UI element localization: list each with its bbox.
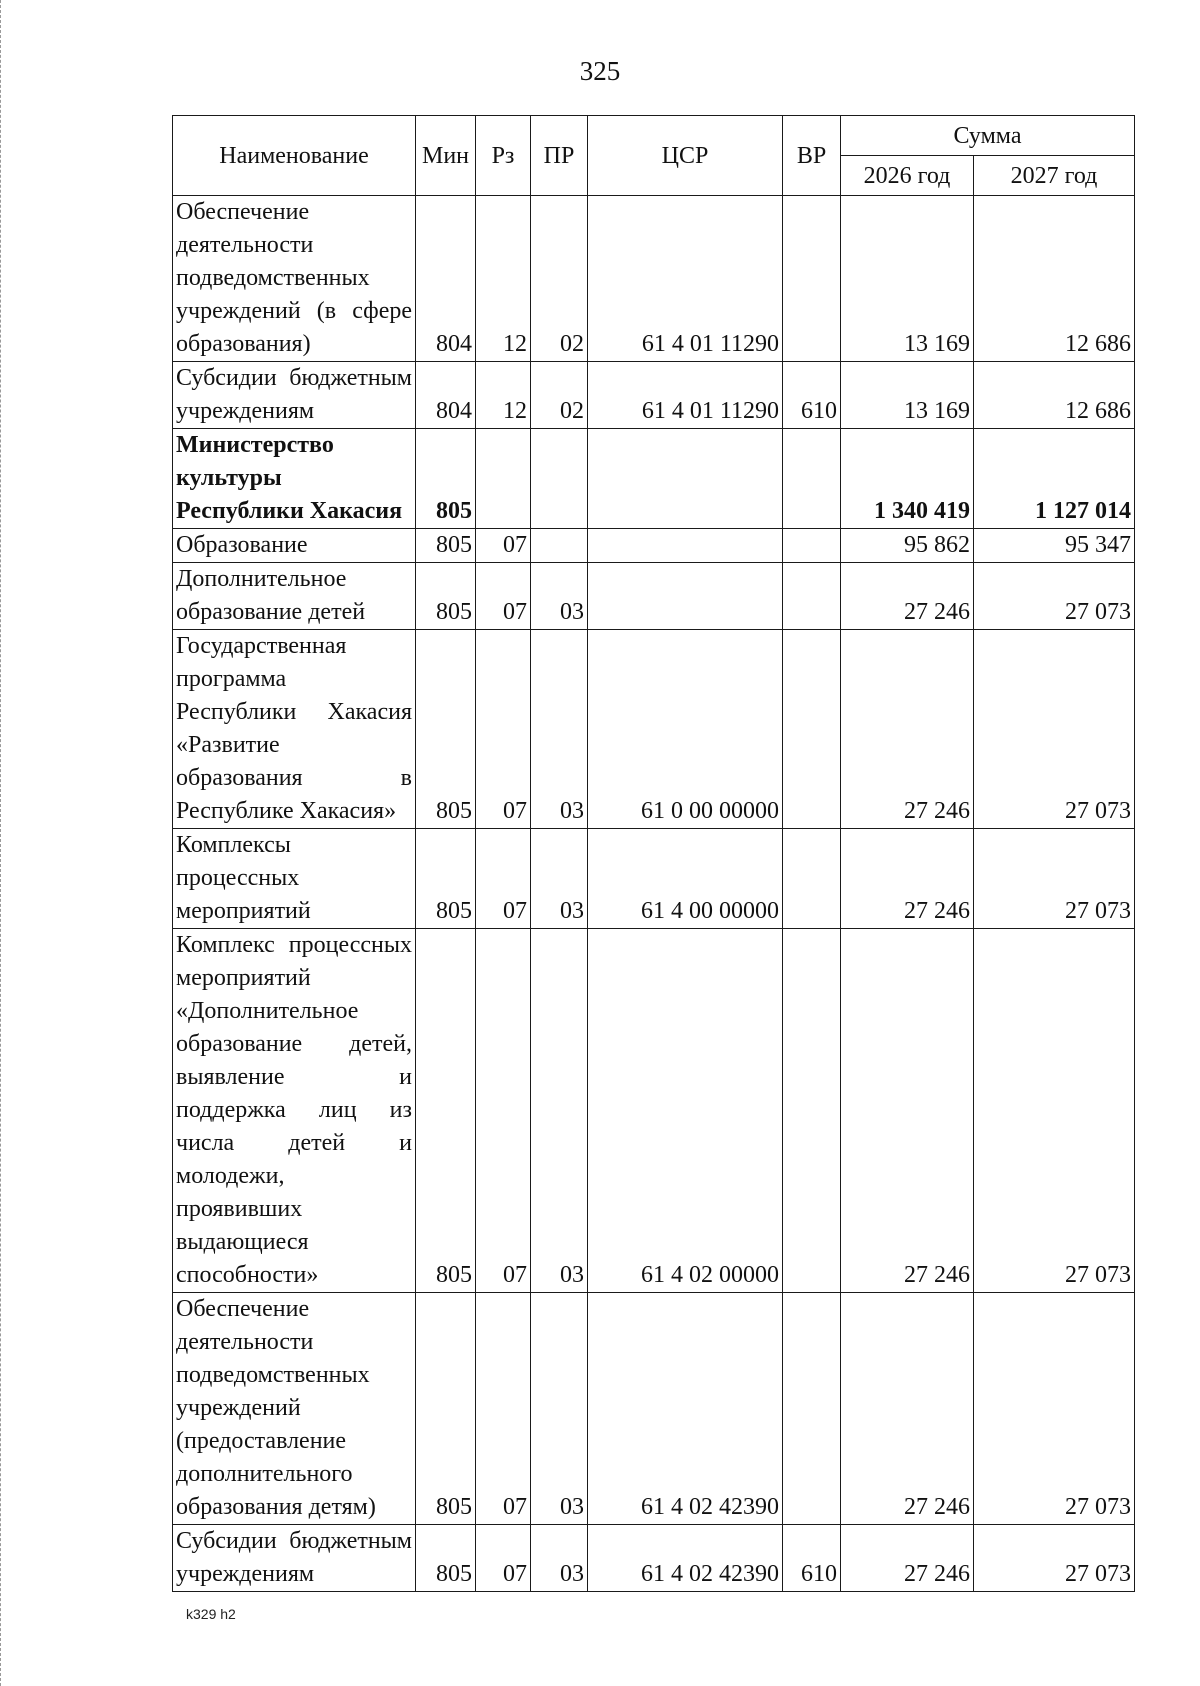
header-csr: ЦСР xyxy=(588,116,783,196)
row-csr-cell xyxy=(588,529,783,563)
table-row xyxy=(173,1525,1135,1592)
row-pr-cell: 02 xyxy=(531,196,588,362)
page-edge-line xyxy=(0,0,4,1686)
row-name-cell: Дополнительное образование детей xyxy=(173,563,416,630)
row-vr-cell: 610 xyxy=(783,1525,841,1592)
row-pr-cell: 03 xyxy=(531,1293,588,1525)
row-vr-cell xyxy=(783,929,841,1293)
row-2026-amount-cell: 95 862 xyxy=(841,529,974,563)
row-name-cell: Государственная программа Республики Хакасия «Развитие образования в Республике Хакасия» xyxy=(173,630,416,829)
row-name-cell: Обеспечение деятельности подведомственных учреждений (в сфере образования) xyxy=(173,196,416,362)
table-row xyxy=(173,529,1135,563)
page-number: 325 xyxy=(579,56,621,86)
table-row xyxy=(173,929,1135,1293)
row-rz-cell: 07 xyxy=(476,1525,531,1592)
header-min: Мин xyxy=(416,116,476,196)
row-name-cell: Комплекс процессных мероприятий «Дополнительное образование детей, выявление и поддержка лиц из числа детей и молодежи, проявивших выдающиеся способности» xyxy=(173,929,416,1293)
row-csr-cell xyxy=(588,563,783,630)
row-2027-amount-cell: 27 073 xyxy=(974,929,1135,1293)
row-pr-cell: 03 xyxy=(531,630,588,829)
row-pr-cell: 03 xyxy=(531,929,588,1293)
row-2026-amount-cell: 13 169 xyxy=(841,196,974,362)
row-name-cell: Обеспечение деятельности подведомственных учреждений (предоставление дополнительного образования детям) xyxy=(173,1293,416,1525)
row-2027-amount-cell: 27 073 xyxy=(974,630,1135,829)
row-min-cell: 804 xyxy=(416,196,476,362)
row-vr-cell xyxy=(783,829,841,929)
row-min-cell: 805 xyxy=(416,529,476,563)
row-csr-cell: 61 4 02 42390 xyxy=(588,1293,783,1525)
table-row xyxy=(173,196,1135,362)
row-rz-cell: 07 xyxy=(476,1293,531,1525)
row-2027-amount-cell: 1 127 014 xyxy=(974,429,1135,529)
row-vr-cell xyxy=(783,563,841,630)
row-name-cell: Комплексы процессных мероприятий xyxy=(173,829,416,929)
row-2027-amount-cell: 12 686 xyxy=(974,362,1135,429)
row-2026-amount-cell: 27 246 xyxy=(841,630,974,829)
header-sum: Сумма xyxy=(841,116,1135,156)
row-2027-amount-cell: 27 073 xyxy=(974,829,1135,929)
row-2027-amount-cell: 27 073 xyxy=(974,1525,1135,1592)
header-year-2026: 2026 год xyxy=(841,156,974,196)
row-min-cell: 805 xyxy=(416,1525,476,1592)
row-vr-cell xyxy=(783,429,841,529)
row-rz-cell: 07 xyxy=(476,630,531,829)
row-2026-amount-cell: 13 169 xyxy=(841,362,974,429)
row-min-cell: 805 xyxy=(416,429,476,529)
row-name-cell: Министерство культуры Республики Хакасия xyxy=(173,429,416,529)
header-vr: ВР xyxy=(783,116,841,196)
row-min-cell: 805 xyxy=(416,563,476,630)
row-rz-cell: 12 xyxy=(476,196,531,362)
row-min-cell: 805 xyxy=(416,630,476,829)
row-vr-cell xyxy=(783,1293,841,1525)
table-row xyxy=(173,1293,1135,1525)
row-rz-cell: 07 xyxy=(476,529,531,563)
table-row xyxy=(173,630,1135,829)
row-csr-cell: 61 4 02 42390 xyxy=(588,1525,783,1592)
budget-table xyxy=(172,115,1135,1592)
row-2026-amount-cell: 27 246 xyxy=(841,829,974,929)
header-year-2027: 2027 год xyxy=(974,156,1135,196)
row-2026-amount-cell: 27 246 xyxy=(841,1525,974,1592)
header-name: Наименование xyxy=(173,116,416,196)
row-pr-cell xyxy=(531,429,588,529)
row-pr-cell: 02 xyxy=(531,362,588,429)
table-row xyxy=(173,429,1135,529)
row-rz-cell: 12 xyxy=(476,362,531,429)
row-2026-amount-cell: 27 246 xyxy=(841,563,974,630)
row-rz-cell: 07 xyxy=(476,829,531,929)
row-rz-cell: 07 xyxy=(476,563,531,630)
table-body xyxy=(173,196,1135,1592)
row-2026-amount-cell: 27 246 xyxy=(841,1293,974,1525)
header-pr: ПР xyxy=(531,116,588,196)
row-vr-cell xyxy=(783,196,841,362)
footer-code: k329 h2 xyxy=(186,1606,236,1622)
row-pr-cell xyxy=(531,529,588,563)
row-name-cell: Образование xyxy=(173,529,416,563)
row-csr-cell: 61 4 01 11290 xyxy=(588,362,783,429)
table-row xyxy=(173,563,1135,630)
row-2027-amount-cell: 12 686 xyxy=(974,196,1135,362)
row-csr-cell: 61 4 01 11290 xyxy=(588,196,783,362)
row-rz-cell: 07 xyxy=(476,929,531,1293)
row-2027-amount-cell: 95 347 xyxy=(974,529,1135,563)
row-pr-cell: 03 xyxy=(531,829,588,929)
row-name-cell: Субсидии бюджетным учреждениям xyxy=(173,1525,416,1592)
row-rz-cell xyxy=(476,429,531,529)
row-pr-cell: 03 xyxy=(531,563,588,630)
row-2027-amount-cell: 27 073 xyxy=(974,563,1135,630)
row-2027-amount-cell: 27 073 xyxy=(974,1293,1135,1525)
row-pr-cell: 03 xyxy=(531,1525,588,1592)
table-row xyxy=(173,362,1135,429)
header-rz: Рз xyxy=(476,116,531,196)
row-name-cell: Субсидии бюджетным учреждениям xyxy=(173,362,416,429)
row-vr-cell xyxy=(783,630,841,829)
row-csr-cell xyxy=(588,429,783,529)
row-min-cell: 805 xyxy=(416,1293,476,1525)
row-min-cell: 804 xyxy=(416,362,476,429)
row-min-cell: 805 xyxy=(416,929,476,1293)
row-vr-cell: 610 xyxy=(783,362,841,429)
row-2026-amount-cell: 1 340 419 xyxy=(841,429,974,529)
row-min-cell: 805 xyxy=(416,829,476,929)
row-csr-cell: 61 0 00 00000 xyxy=(588,630,783,829)
row-vr-cell xyxy=(783,529,841,563)
row-csr-cell: 61 4 02 00000 xyxy=(588,929,783,1293)
table-row xyxy=(173,829,1135,929)
row-csr-cell: 61 4 00 00000 xyxy=(588,829,783,929)
row-2026-amount-cell: 27 246 xyxy=(841,929,974,1293)
